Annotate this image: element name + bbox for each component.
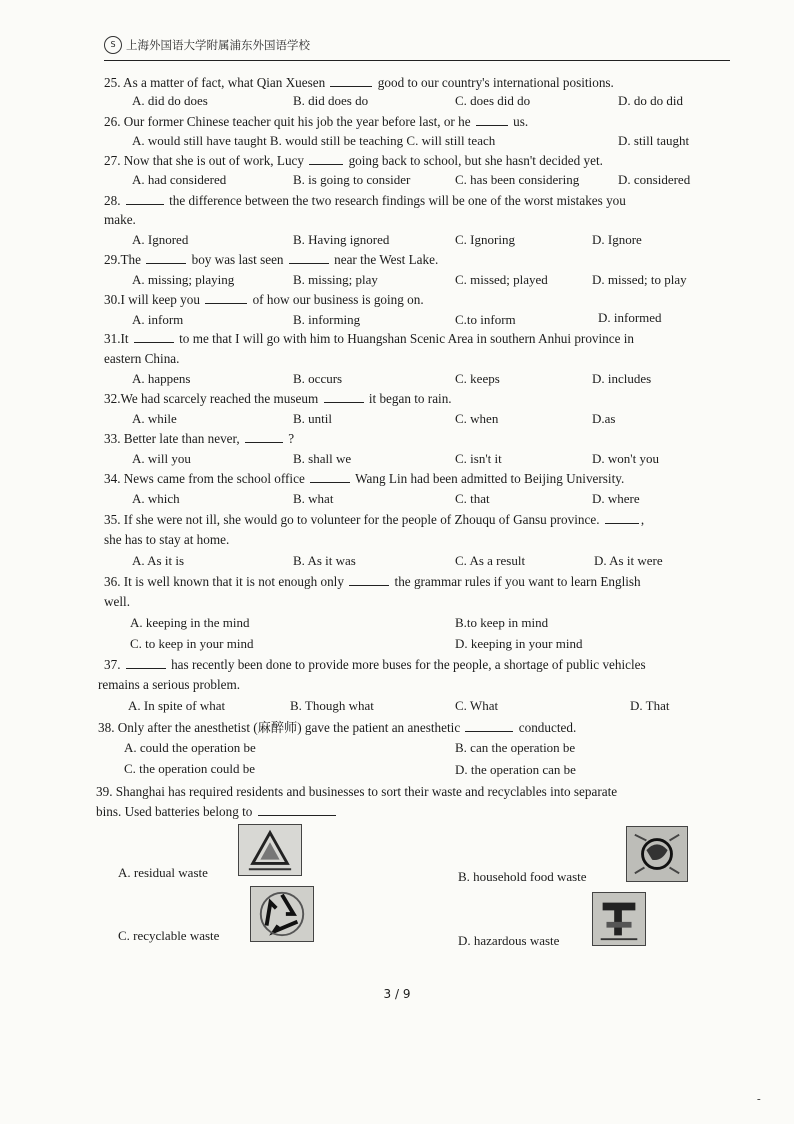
q32-option-b: B. until [293,411,333,426]
q38-option-a: A. could the operation be [124,740,256,755]
question-36: 36. It is well known that it is not enough only the grammar rules if you want to learn English [104,574,641,589]
question-35: 35. If she were not ill, she would go to volunteer for the people of Zhouqu of Gansu province. , [104,512,645,527]
answer-blank [605,512,639,524]
q29-option-a: A. missing; playing [132,272,235,287]
q29-option-b: B. missing; play [293,272,378,287]
q34-option-c: C. that [455,491,490,506]
q33-option-c: C. isn't it [455,451,502,466]
q37-option-b: B. Though what [290,698,374,713]
q34-option-a: A. which [132,491,180,506]
answer-blank [310,471,350,483]
q38-option-c: C. the operation could be [124,761,256,776]
question-31: 31.It to me that I will go with him to Huangshan Scenic Area in southern Anhui province in [104,331,635,346]
q29-option-d: D. missed; to play [592,272,687,287]
answer-blank [258,804,336,816]
question-25: 25. As a matter of fact, what Qian Xuesen good to our country's international positions. [104,75,614,90]
q30-option-b: B. informing [293,312,361,327]
answer-blank [289,252,329,264]
answer-blank [476,114,508,126]
q25-option-b: B. did does do [293,93,369,108]
header-divider [104,60,730,61]
q28-option-c: C. Ignoring [455,232,515,247]
q35-option-c: C. As a result [455,553,526,568]
answer-blank [330,75,372,87]
q35-option-d: D. As it were [594,553,663,568]
q39-option-c: C. recyclable waste [118,928,220,943]
answer-blank [205,292,247,304]
hazardous-waste-icon [592,892,646,946]
question-28-continued: make. [104,212,136,227]
question-26: 26. Our former Chinese teacher quit his job the year before last, or he us. [104,114,529,129]
q36-option-c: C. to keep in your mind [130,636,254,651]
question-37: 37. has recently been done to provide more buses for the people, a shortage of public vehicles [104,657,646,672]
question-32: 32.We had scarcely reached the museum it began to rain. [104,391,452,406]
question-31-continued: eastern China. [104,351,180,366]
question-30: 30.I will keep you of how our business is going on. [104,292,424,307]
question-33: 33. Better late than never, ? [104,431,295,446]
answer-blank [146,252,186,264]
q29-option-c: C. missed; played [455,272,548,287]
q33-option-d: D. won't you [592,451,659,466]
q35-option-a: A. As it is [132,553,185,568]
q35-option-b: B. As it was [293,553,356,568]
question-38: 38. Only after the anesthetist (麻醉师) gave the patient an anesthetic conducted. [98,720,577,735]
q28-option-a: A. Ignored [132,232,189,247]
q25-option-c: C. does did do [455,93,531,108]
q30-option-c: C.to inform [455,312,516,327]
page-header [104,34,744,58]
q27-option-a: A. had considered [132,172,227,187]
q32-option-c: C. when [455,411,499,426]
q37-option-d: D. That [630,698,670,713]
q38-option-d: D. the operation can be [455,762,576,777]
answer-blank [126,657,166,669]
q36-option-d: D. keeping in your mind [455,636,583,651]
q39-option-a: A. residual waste [118,865,208,880]
q28-option-d: D. Ignore [592,232,642,247]
question-35-continued: she has to stay at home. [104,532,230,547]
q26-option-abc: A. would still have taught B. would still be teaching C. will still teach [132,133,496,148]
recyclable-waste-icon [250,886,314,942]
q25-option-d: D. do do did [618,93,683,108]
q26-option-d: D. still taught [618,133,690,148]
question-39-continued: bins. Used batteries belong to [96,804,338,820]
question-37-continued: remains a serious problem. [98,677,241,692]
question-34: 34. News came from the school office Wang Lin had been admitted to Beijing University. [104,471,625,486]
question-39: 39. Shanghai has required residents and businesses to sort their waste and recyclables into separate [96,784,618,799]
question-36-continued: well. [104,594,131,609]
q39-option-d: D. hazardous waste [458,933,560,948]
q34-option-d: D. where [592,491,640,506]
q36-option-b: B.to keep in mind [455,615,549,630]
answer-blank [134,331,174,343]
page-number: 3 / 9 [383,987,411,1001]
residual-waste-icon [238,824,302,876]
q37-option-a: A. In spite of what [128,698,226,713]
q33-option-b: B. shall we [293,451,352,466]
q37-option-c: C. What [455,698,499,713]
q27-option-c: C. has been considering [455,172,580,187]
q25-option-a: A. did do does [132,93,208,108]
school-name: 上海外国语大学附属浦东外国语学校 [126,38,310,52]
q31-option-a: A. happens [132,371,191,386]
q28-option-b: B. Having ignored [293,232,390,247]
food-waste-icon [626,826,688,882]
q33-option-a: A. will you [132,451,191,466]
corner-mark: - [757,1093,761,1105]
answer-blank [309,153,343,165]
question-28: 28. the difference between the two research findings will be one of the worst mistakes you [104,193,626,208]
q27-option-d: D. considered [618,172,691,187]
answer-blank [349,574,389,586]
answer-blank [245,431,283,443]
q39-option-b: B. household food waste [458,869,587,884]
answer-blank [465,720,513,732]
school-logo-icon: S [104,36,122,54]
q31-option-c: C. keeps [455,371,500,386]
answer-blank [126,193,164,205]
q32-option-a: A. while [132,411,177,426]
q38-option-b: B. can the operation be [455,740,576,755]
answer-blank [324,391,364,403]
q31-option-b: B. occurs [293,371,343,386]
q34-option-b: B. what [293,491,334,506]
question-27: 27. Now that she is out of work, Lucy going back to school, but she hasn't decided yet. [104,153,603,168]
q32-option-d: D.as [592,411,616,426]
q30-option-d: D. informed [598,310,662,325]
question-29: 29.The boy was last seen near the West Lake. [104,252,439,267]
q30-option-a: A. inform [132,312,184,327]
q36-option-a: A. keeping in the mind [130,615,250,630]
q27-option-b: B. is going to consider [293,172,411,187]
q31-option-d: D. includes [592,371,652,386]
